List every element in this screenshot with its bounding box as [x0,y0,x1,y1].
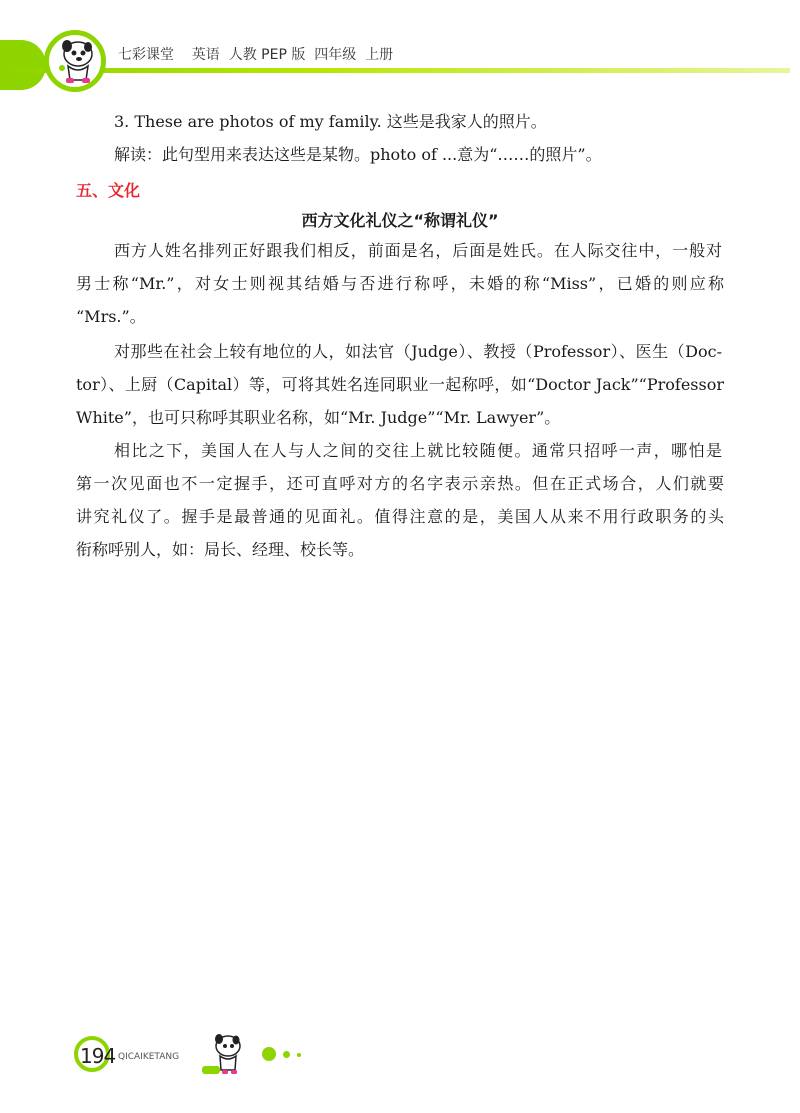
footer-brand: QICAIKETANG [118,1052,180,1062]
paragraph-3-line-3: 讲究礼仪了。握手是最普通的见面礼。值得注意的是，美国人从来不用行政职务的头 [76,507,724,526]
header-blob [0,40,46,90]
item3-sentence: 3. These are photos of my family. 这些是我家人的照片。 [114,112,547,131]
section-subtitle: 西方文化礼仪之“称谓礼仪” [301,211,499,230]
header-bar [0,68,790,73]
paragraph-2-line-3: White”，也可只称呼其职业名称，如“Mr. Judge”“Mr. Lawyer”。 [76,408,561,427]
paragraph-1-line-1: 西方人姓名排列正好跟我们相反，前面是名，后面是姓氏。在人际交往中，一般对 [114,241,722,260]
footer-mascot-icon [198,1030,254,1080]
footer-dot-small [297,1053,301,1057]
paragraph-1-line-3: “Mrs.”。 [76,307,146,326]
paragraph-2-line-1: 对那些在社会上较有地位的人，如法官（Judge）、教授（Professor）、医生（Doc- [114,342,722,361]
item3-explanation: 解读：此句型用来表达这些是某物。photo of ...意为“……的照片”。 [114,145,602,164]
footer-dot-medium [283,1051,290,1058]
paragraph-1-line-2: 男士称“Mr.”，对女士则视其结婚与否进行称呼，未婚的称“Miss”，已婚的则应称 [76,274,724,293]
section-heading: 五、文化 [76,181,141,200]
paragraph-3-line-1: 相比之下，美国人在人与人之间的交往上就比较随便。通常只招呼一声，哪怕是 [114,441,722,460]
header-title: 七彩课堂 英语 人教 PEP 版 四年级 上册 [118,47,394,63]
page-number: 194 [80,1044,116,1068]
paragraph-2-line-2: tor）、上厨（Capital）等，可将其姓名连同职业一起称呼，如“Doctor Jack”“Professor [76,375,724,394]
footer-dot-large [262,1047,276,1061]
paragraph-3-line-4: 衔称呼别人，如：局长、经理、校长等。 [76,540,365,559]
paragraph-3-line-2: 第一次见面也不一定握手，还可直呼对方的名字表示亲热。但在正式场合，人们就要 [76,474,724,493]
mascot-icon [52,34,102,88]
